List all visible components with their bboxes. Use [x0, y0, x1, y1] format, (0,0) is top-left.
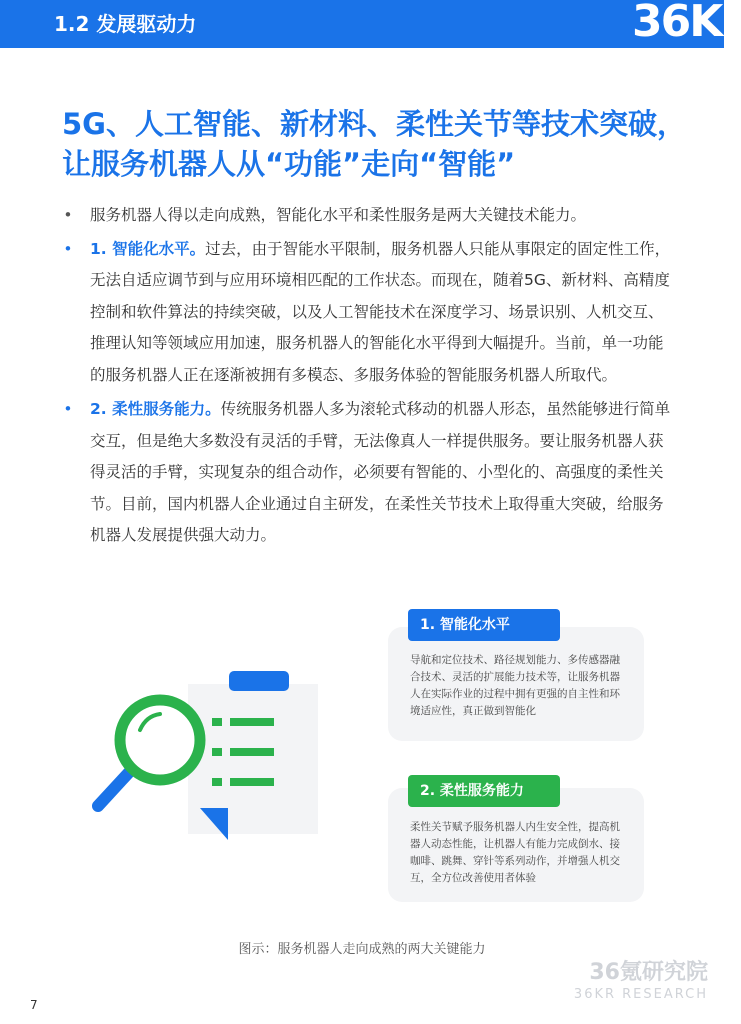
capability-card-1-title: 1. 智能化水平 [408, 609, 560, 641]
bullet-text: 过去，由于智能水平限制，服务机器人只能从事限定的固定性工作，无法自适应调节到与应用环境相匹配的工作状态。而现在，随着5G、新材料、高精度控制和软件算法的持续突破，以及人工智能技术在深度学习、场景识别、人机交互、推理认知等领域应用加速，服务机器人的智能化水平得到大幅提升。当前，单一功能的服务机器人正在逐渐被拥有多模态、多服务体验的智能服务机器人所取代。 [90, 239, 671, 384]
bullet-list [62, 200, 672, 552]
bullet-lead: 2. 柔性服务能力。 [90, 400, 221, 418]
watermark-line-1: 36氪研究院 [589, 960, 708, 985]
capability-card-1-text: 导航和定位技术、路径规划能力、多传感器融合技术、灵活的扩展能力技术等，让服务机器人在实际作业的过程中拥有更强的自主性和环境适应性，真正做到智能化 [410, 654, 620, 717]
magnifier-clipboard-illustration [88, 668, 388, 868]
bullet-dot-icon: • [63, 239, 73, 258]
capability-card-2-title: 2. 柔性服务能力 [408, 775, 560, 807]
headline-line-2: 让服务机器人从“功能”走向“智能” [62, 147, 516, 181]
watermark-line-2: 36KR RESEARCH [573, 987, 708, 1002]
bullet-dot-icon: • [63, 206, 73, 224]
header-bar [0, 0, 741, 48]
figure-caption: 图示：服务机器人走向成熟的两大关键能力 [238, 942, 486, 957]
bullet-item [62, 394, 672, 552]
bullet-text: 服务机器人得以走向成熟，智能化水平和柔性服务是两大关键技术能力。 [90, 206, 587, 224]
clipboard-icon [188, 671, 318, 840]
bullet-dot-icon: • [63, 400, 73, 418]
headline [62, 104, 702, 184]
section-title: 1.2 发展驱动力 [54, 12, 197, 36]
bullet-item [62, 200, 672, 232]
bullet-text: 传统服务机器人多为滚轮式移动的机器人形态，虽然能够进行简单交互，但是绝大多数没有灵活的手臂，无法像真人一样提供服务。要让服务机器人获得灵活的手臂，实现复杂的组合动作，必须要有智能的、小型化的、高强度的柔性关节。目前，国内机器人企业通过自主研发，在柔性关节技术上取得重大突破，给服务机器人发展提供强大动力。 [90, 400, 671, 544]
watermark [574, 960, 708, 1004]
bullet-item [62, 234, 672, 392]
bullet-lead: 1. 智能化水平。 [90, 239, 206, 258]
brand-logo [624, 0, 741, 48]
magnifier-icon [98, 700, 200, 806]
brand-logo-text: 36Kr [632, 0, 741, 47]
capability-card-2-text: 柔性关节赋予服务机器人内生安全性，提高机器人动态性能，让机器人有能力完成倒水、接咖啡、跳舞、穿针等系列动作，并增强人机交互，全方位改善使用者体验 [410, 821, 620, 884]
headline-line-1: 5G、人工智能、新材料、柔性关节等技术突破， [62, 107, 686, 141]
page-number: 7 [30, 998, 38, 1012]
